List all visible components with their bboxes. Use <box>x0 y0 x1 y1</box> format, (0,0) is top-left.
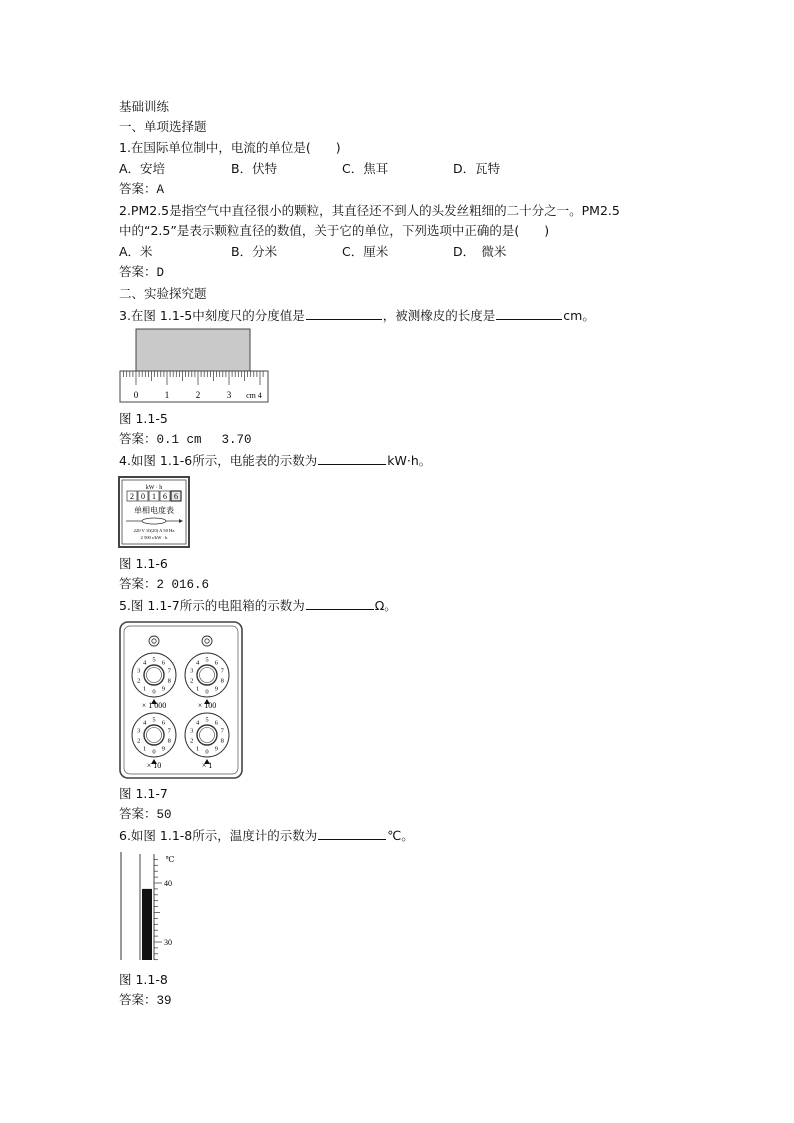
dial-digit: 5 <box>152 656 156 664</box>
dial-digit: 4 <box>195 659 200 667</box>
q4-answer: 答案：2 016.6 <box>119 578 210 592</box>
q5-answer: 答案：50 <box>119 808 172 822</box>
q2-answer: 答案：D <box>119 266 165 280</box>
dial-digit: 3 <box>137 667 141 675</box>
q6-blank-reading[interactable] <box>318 827 386 840</box>
dial-digit: 9 <box>161 745 166 753</box>
dial-digit: 2 <box>190 737 194 745</box>
dial-multiplier-10: × 10 <box>146 761 162 770</box>
dial-digit: 7 <box>167 667 171 675</box>
meter-name: 单相电度表 <box>134 506 174 515</box>
dial-digit: 6 <box>161 659 166 667</box>
thermometer-unit: ℃ <box>165 855 175 864</box>
dial-digit: 6 <box>214 659 219 667</box>
q6-text-b: ℃。 <box>387 828 414 843</box>
meter-spec-constant: 2 500 r/kW · h <box>140 535 168 540</box>
dial-digit: 5 <box>152 716 156 724</box>
dial-digit: 3 <box>190 727 194 735</box>
terminal-icon <box>149 636 159 646</box>
energy-meter-figure <box>118 476 190 548</box>
dial-digit: 4 <box>142 719 147 727</box>
dial-digit: 1 <box>195 745 200 753</box>
dial-digit: 1 <box>142 685 147 693</box>
dial-digit: 2 <box>137 677 141 685</box>
terminal-icon <box>202 636 212 646</box>
q6-stem <box>119 827 414 845</box>
figure-caption-1-1-7: 图 1.1-7 <box>119 786 168 801</box>
ruler-label-2: 2 <box>195 390 201 400</box>
meter-digit-1: 2 <box>130 492 134 501</box>
dial-digit: 5 <box>205 716 209 724</box>
q6-text-a: 6.如图 1.1-8所示，温度计的示数为 <box>119 828 318 843</box>
dial-digit: 2 <box>190 677 194 685</box>
q3-text-b: ，被测橡皮的长度是 <box>382 308 496 323</box>
q5-text-b: Ω。 <box>374 598 397 613</box>
q1-answer: 答案：A <box>119 183 165 197</box>
dial-digit: 6 <box>214 719 219 727</box>
dial-digit: 2 <box>137 737 141 745</box>
part-heading-experiment: 二、实验探究题 <box>119 286 207 301</box>
dial-digit: 1 <box>195 685 200 693</box>
q5-stem <box>119 597 397 615</box>
dial-digit: 9 <box>161 685 166 693</box>
q4-text-b: kW·h。 <box>387 453 432 468</box>
thermometer-label-30: 30 <box>164 938 172 947</box>
q1-option-b: B．伏特 <box>231 161 278 176</box>
thermometer-figure <box>118 852 180 962</box>
ruler-figure <box>118 328 270 404</box>
dial-digit: 3 <box>190 667 194 675</box>
meter-digit-3: 1 <box>152 492 156 501</box>
q6-answer: 答案：39 <box>119 994 172 1008</box>
dial-digit: 7 <box>167 727 171 735</box>
ruler-label-0: 0 <box>133 390 139 400</box>
dial-multiplier-1000: × 1 000 <box>141 701 167 710</box>
meter-unit-label: kW · h <box>145 485 163 491</box>
thermometer-label-40: 40 <box>164 879 172 888</box>
q2-option-b: B．分米 <box>231 244 278 259</box>
eraser <box>136 329 250 371</box>
dial-digit: 4 <box>142 659 147 667</box>
dial-digit: 4 <box>195 719 200 727</box>
q2-option-a: A．米 <box>119 244 153 259</box>
dial-digit: 7 <box>220 667 224 675</box>
meter-digit-2: 0 <box>141 492 145 501</box>
q2-stem-line1: 2.PM2.5是指空气中直径很小的颗粒，其直径还不到人的头发丝粗细的二十分之一。PM2.5 <box>119 203 620 218</box>
meter-digit-4: 6 <box>163 492 167 501</box>
ruler-label-3: 3 <box>226 390 232 400</box>
q1-option-c: C．焦耳 <box>342 161 389 176</box>
dial-digit: 8 <box>167 677 171 685</box>
q4-text-a: 4.如图 1.1-6所示，电能表的示数为 <box>119 453 318 468</box>
q1-option-d: D．瓦特 <box>453 161 501 176</box>
part-heading-choice: 一、单项选择题 <box>119 119 207 134</box>
dial-digit: 0 <box>205 748 209 756</box>
dial-digit: 0 <box>152 748 156 756</box>
dial-digit: 8 <box>220 677 224 685</box>
meter-spec-rating: 220 V 10(20) A 50 Hz <box>133 528 175 533</box>
figure-caption-1-1-5: 图 1.1-5 <box>119 411 168 426</box>
dial-digit: 0 <box>152 688 156 696</box>
q3-blank-length[interactable] <box>496 307 562 320</box>
dial-digit: 9 <box>214 745 219 753</box>
dial-digit: 9 <box>214 685 219 693</box>
dial-digit: 0 <box>205 688 209 696</box>
q3-answer: 答案：0.1 cm 3.70 <box>119 433 252 447</box>
resistance-box-figure <box>118 620 244 780</box>
dial-digit: 8 <box>220 737 224 745</box>
figure-caption-1-1-6: 图 1.1-6 <box>119 556 168 571</box>
q3-stem <box>119 307 595 325</box>
q1-option-a: A．安培 <box>119 161 166 176</box>
q3-blank-division[interactable] <box>306 307 382 320</box>
dial-digit: 7 <box>220 727 224 735</box>
q3-text-c: cm。 <box>563 308 595 323</box>
q2-option-d: D． 微米 <box>453 244 507 259</box>
dial-digit: 6 <box>161 719 166 727</box>
thermometer-ticks <box>154 859 162 959</box>
q1-stem: 1.在国际单位制中，电流的单位是( ) <box>119 140 341 155</box>
section-title: 基础训练 <box>119 99 170 114</box>
figure-caption-1-1-8: 图 1.1-8 <box>119 972 168 987</box>
q5-text-a: 5.图 1.1-7所示的电阻箱的示数为 <box>119 598 305 613</box>
dial-digit: 8 <box>167 737 171 745</box>
q4-blank-reading[interactable] <box>318 452 386 465</box>
q2-stem-line2: 中的“2.5”是表示颗粒直径的数值，关于它的单位，下列选项中正确的是( ) <box>119 223 550 238</box>
ruler-label-unit: cm 4 <box>246 391 262 400</box>
q2-option-c: C．厘米 <box>342 244 389 259</box>
q5-blank-reading[interactable] <box>306 597 374 610</box>
meter-digit-decimal: 6 <box>174 492 178 501</box>
mercury-column <box>142 889 152 960</box>
dial-digit: 5 <box>205 656 209 664</box>
q4-stem <box>119 452 431 470</box>
dial-multiplier-1: × 1 <box>201 761 213 770</box>
dial-multiplier-100: × 100 <box>197 701 217 710</box>
q3-text-a: 3.在图 1.1-5中刻度尺的分度值是 <box>119 308 305 323</box>
dial-digit: 1 <box>142 745 147 753</box>
ruler-label-1: 1 <box>164 390 170 400</box>
dial-digit: 3 <box>137 727 141 735</box>
